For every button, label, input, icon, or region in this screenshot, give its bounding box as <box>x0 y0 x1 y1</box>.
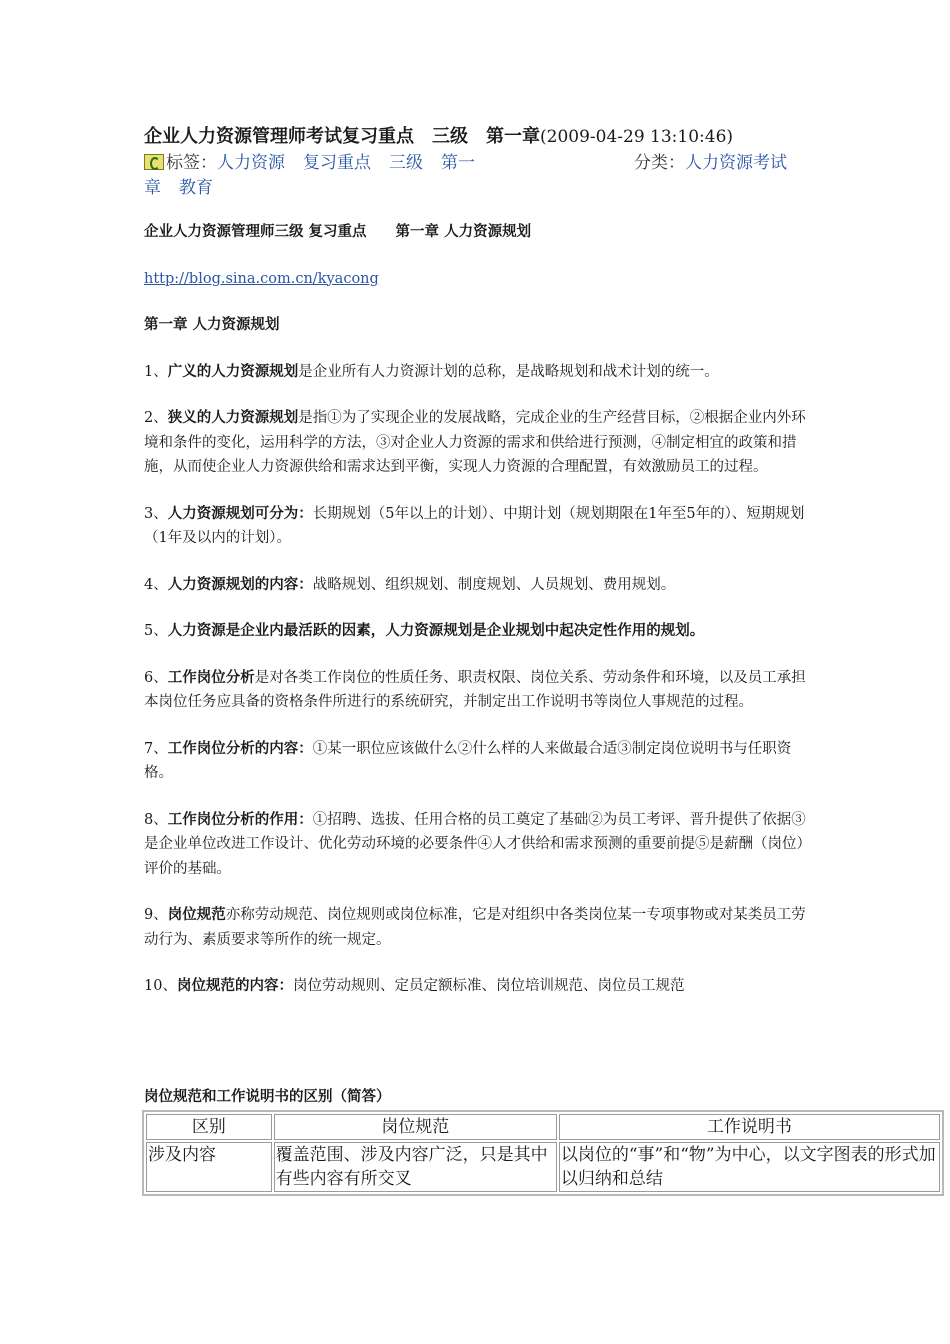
post-title: 企业人力资源管理师考试复习重点 三级 第一章 <box>144 126 540 147</box>
tags-list <box>144 151 504 201</box>
item-number: 9、 <box>144 907 168 923</box>
item-text: ①招聘、选拔、任用合格的员工奠定了基础②为员工考评、晋升提供了依据③是企业单位改进工作设计、优化劳动环境的必要条件④人才供给和需求预测的重要前提⑤是薪酬（岗位）评价的基础。 <box>144 811 806 877</box>
list-item <box>144 502 810 551</box>
list-item <box>144 903 810 952</box>
list-item <box>144 406 810 480</box>
tag-link[interactable]: 第一章 <box>144 153 475 198</box>
subtitle <box>144 220 810 245</box>
item-term: 人力资源规划的内容： <box>167 576 313 593</box>
item-text: 是指①为了实现企业的发展战略，完成企业的生产经营目标，②根据企业内外环境和条件的变化，运用科学的方法，③对企业人力资源的需求和供给进行预测，④制定相宜的政策和措施，从而使企业人力资源供给和需求达到平衡，实现人力资源的合理配置，有效激励员工的过程。 <box>144 410 806 475</box>
table-cell: 涉及内容 <box>146 1142 272 1192</box>
table-title: 岗位规范和工作说明书的区别（简答） <box>144 1089 391 1105</box>
list-item <box>144 974 810 999</box>
tag-icon <box>144 154 164 170</box>
post-body <box>144 220 810 1021</box>
item-text: 是企业所有人力资源计划的总称，是战略规划和战术计划的统一。 <box>298 363 719 380</box>
comparison-table <box>142 1110 944 1196</box>
item-number: 7、 <box>144 740 168 757</box>
list-item <box>144 573 810 598</box>
tag-link[interactable]: 三级 <box>389 153 423 173</box>
post-datetime: (2009-04-29 13:10:46) <box>540 127 734 147</box>
item-number: 5、 <box>144 623 168 639</box>
tag-link[interactable]: 复习重点 <box>303 153 371 173</box>
tags-row <box>144 151 824 201</box>
blog-url-link[interactable]: http://blog.sina.com.cn/kyacong <box>144 270 379 287</box>
item-number: 4、 <box>144 576 168 593</box>
list-item <box>144 360 810 385</box>
item-term: 人力资源是企业内最活跃的因素，人力资源规划是企业规划中起决定性作用的规划。 <box>167 623 705 639</box>
list-item <box>144 666 810 715</box>
item-term: 狭义的人力资源规划 <box>167 410 299 426</box>
post-title-line <box>144 126 824 148</box>
table-cell: 以岗位的“事”和“物”为中心，以文字图表的形式加以归纳和总结 <box>559 1142 940 1192</box>
item-number: 6、 <box>144 669 168 686</box>
item-number: 10、 <box>144 978 177 994</box>
item-number: 2、 <box>144 410 168 426</box>
subtitle-text: 企业人力资源管理师三级 复习重点 第一章 人力资源规划 <box>144 224 532 240</box>
chapter-heading <box>144 313 810 338</box>
category-label: 分类： <box>634 153 685 173</box>
item-term: 工作岗位分析的内容： <box>167 740 313 757</box>
post-header <box>144 126 824 201</box>
table-cell: 覆盖范围、涉及内容广泛，只是其中有些内容有所交叉 <box>274 1142 557 1192</box>
item-number: 3、 <box>144 505 168 522</box>
category <box>634 151 824 176</box>
item-text: 是对各类工作岗位的性质任务、职责权限、岗位关系、劳动条件和环境，以及员工承担本岗位任务应具备的资格条件所进行的系统研究，并制定出工作说明书等岗位人事规范的过程。 <box>144 669 806 710</box>
item-text: 长期规划（5年以上的计划）、中期计划（规划期限在1年至5年的）、短期规划（1年及以内的计划）。 <box>144 505 805 546</box>
item-text: 亦称劳动规范、岗位规则或岗位标准，它是对组织中各类岗位某一专项事物或对某类员工劳动行为、素质要求等所作的统一规定。 <box>144 907 806 948</box>
table-header-row <box>146 1114 940 1140</box>
item-text: 战略规划、组织规划、制度规划、人员规划、费用规划。 <box>312 576 676 593</box>
blog-url-line <box>144 267 810 292</box>
item-text: ①某一职位应该做什么②什么样的人来做最合适③制定岗位说明书与任职资格。 <box>144 740 792 781</box>
item-term: 广义的人力资源规划 <box>167 363 299 380</box>
table-row <box>146 1142 940 1192</box>
table-header-cell: 工作说明书 <box>559 1114 940 1140</box>
item-term: 工作岗位分析的作用： <box>167 811 313 828</box>
chapter-heading-text: 第一章 人力资源规划 <box>144 317 280 333</box>
category-link[interactable]: 人力资源考试 <box>685 153 787 173</box>
item-number: 1、 <box>144 363 168 380</box>
item-term: 人力资源规划可分为： <box>167 505 313 522</box>
list-item <box>144 619 810 644</box>
item-number: 8、 <box>144 811 168 828</box>
tag-link[interactable]: 教育 <box>179 178 213 198</box>
table-header-cell: 岗位规范 <box>274 1114 557 1140</box>
list-item <box>144 737 810 786</box>
item-term: 岗位规范的内容： <box>176 978 293 994</box>
tag-link[interactable]: 人力资源 <box>217 153 285 173</box>
list-item <box>144 808 810 882</box>
tags-label: 标签： <box>166 153 217 173</box>
item-term: 工作岗位分析 <box>167 669 255 686</box>
table-header-cell: 区别 <box>146 1114 272 1140</box>
item-text: 岗位劳动规则、定员定额标准、岗位培训规范、岗位员工规范 <box>292 978 685 994</box>
item-term: 岗位规范 <box>167 907 226 923</box>
